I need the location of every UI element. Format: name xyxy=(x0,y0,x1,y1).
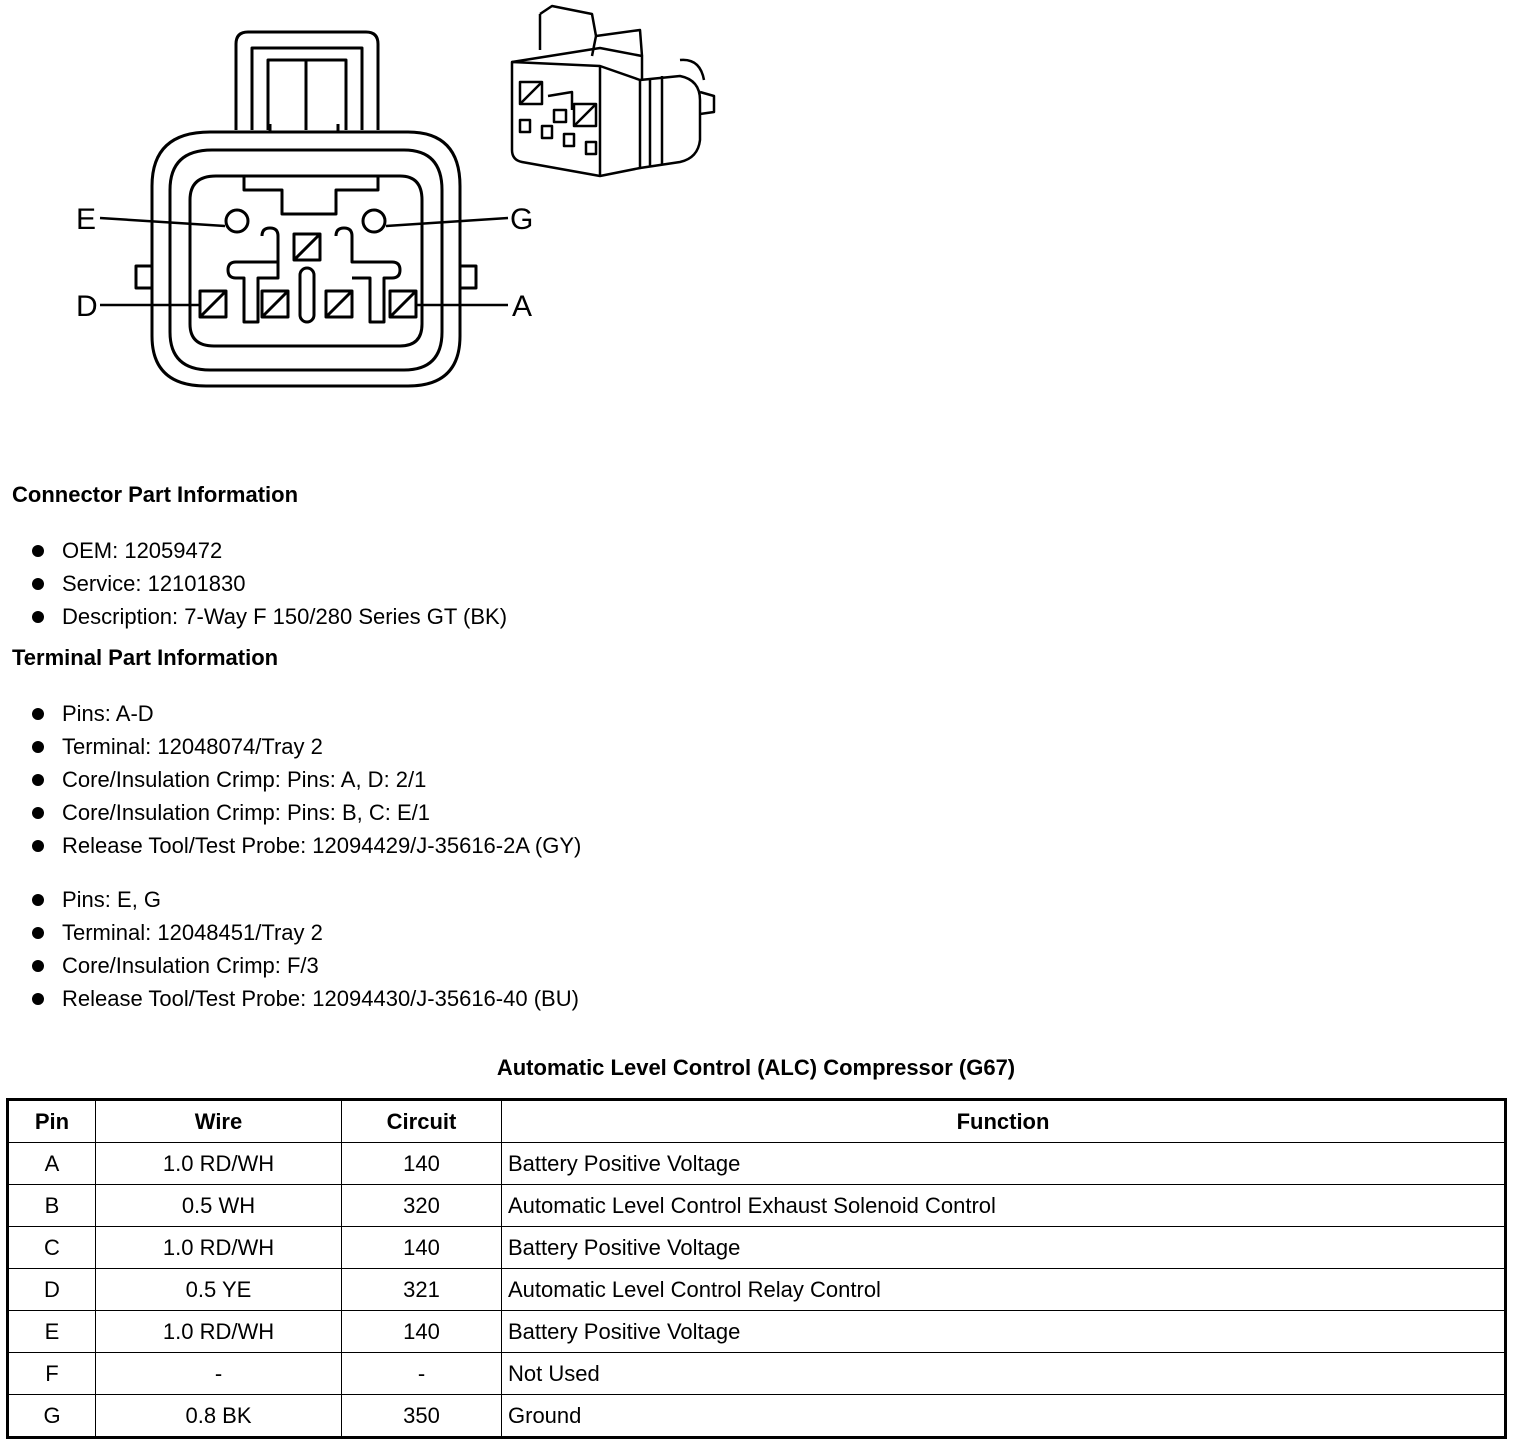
cell-function: Automatic Level Control Relay Control xyxy=(502,1269,1506,1311)
list-item: Description: 7-Way F 150/280 Series GT (BK) xyxy=(30,600,507,633)
cell-circuit: 140 xyxy=(342,1143,502,1185)
cell-circuit: 140 xyxy=(342,1311,502,1353)
pin-label-a: A xyxy=(512,290,533,323)
connector-info-heading: Connector Part Information xyxy=(12,482,299,507)
cell-wire: 0.8 BK xyxy=(96,1395,342,1438)
pin-table-title: Automatic Level Control (ALC) Compressor (G67) xyxy=(496,1055,1016,1080)
list-item: Pins: E, G xyxy=(30,883,579,916)
terminal-cavities xyxy=(200,210,416,322)
cell-function: Ground xyxy=(502,1395,1506,1438)
connector-latch xyxy=(236,32,378,132)
list-item: Core/Insulation Crimp: Pins: B, C: E/1 xyxy=(30,796,581,829)
terminal-info-list-a-d xyxy=(30,697,581,862)
cell-function: Battery Positive Voltage xyxy=(502,1311,1506,1353)
table-row xyxy=(8,1311,1506,1353)
terminal-info-list-e-g xyxy=(30,883,579,1015)
list-item: Release Tool/Test Probe: 12094429/J-35616-2A (GY) xyxy=(30,829,581,862)
list-item: Service: 12101830 xyxy=(30,567,507,600)
connector-iso-view xyxy=(512,6,714,176)
pin-label-g: G xyxy=(510,203,534,236)
cell-circuit: 140 xyxy=(342,1227,502,1269)
cell-circuit: 321 xyxy=(342,1269,502,1311)
list-item: Core/Insulation Crimp: Pins: A, D: 2/1 xyxy=(30,763,581,796)
cell-pin: B xyxy=(8,1185,96,1227)
column-header-wire: Wire xyxy=(96,1100,342,1143)
list-item: OEM: 12059472 xyxy=(30,534,507,567)
cell-pin: A xyxy=(8,1143,96,1185)
pin-label-d: D xyxy=(76,290,98,323)
cell-wire: 1.0 RD/WH xyxy=(96,1143,342,1185)
cell-pin: D xyxy=(8,1269,96,1311)
cell-pin: C xyxy=(8,1227,96,1269)
table-row xyxy=(8,1395,1506,1438)
terminal-info-heading: Terminal Part Information xyxy=(12,645,279,670)
cell-pin: G xyxy=(8,1395,96,1438)
table-row xyxy=(8,1353,1506,1395)
cell-wire: 1.0 RD/WH xyxy=(96,1227,342,1269)
list-item: Release Tool/Test Probe: 12094430/J-35616-40 (BU) xyxy=(30,982,579,1015)
cell-pin: F xyxy=(8,1353,96,1395)
table-row xyxy=(8,1185,1506,1227)
cell-function: Battery Positive Voltage xyxy=(502,1227,1506,1269)
table-header-row xyxy=(8,1100,1506,1143)
list-item: Core/Insulation Crimp: F/3 xyxy=(30,949,579,982)
pin-table xyxy=(6,1098,1507,1439)
cell-function: Battery Positive Voltage xyxy=(502,1143,1506,1185)
list-item: Terminal: 12048074/Tray 2 xyxy=(30,730,581,763)
cell-wire: - xyxy=(96,1353,342,1395)
connector-info-list xyxy=(30,534,507,633)
cell-function: Automatic Level Control Exhaust Solenoid Control xyxy=(502,1185,1506,1227)
cell-wire: 0.5 WH xyxy=(96,1185,342,1227)
column-header-circuit: Circuit xyxy=(342,1100,502,1143)
cell-pin: E xyxy=(8,1311,96,1353)
column-header-function: Function xyxy=(502,1100,1506,1143)
column-header-pin: Pin xyxy=(8,1100,96,1143)
connector-diagram xyxy=(0,0,760,420)
pin-label-e: E xyxy=(76,203,97,236)
cell-circuit: 350 xyxy=(342,1395,502,1438)
list-item: Pins: A-D xyxy=(30,697,581,730)
cell-circuit: - xyxy=(342,1353,502,1395)
table-row xyxy=(8,1143,1506,1185)
list-item: Terminal: 12048451/Tray 2 xyxy=(30,916,579,949)
table-row xyxy=(8,1269,1506,1311)
cell-wire: 1.0 RD/WH xyxy=(96,1311,342,1353)
cell-circuit: 320 xyxy=(342,1185,502,1227)
table-row xyxy=(8,1227,1506,1269)
cell-function: Not Used xyxy=(502,1353,1506,1395)
cell-wire: 0.5 YE xyxy=(96,1269,342,1311)
